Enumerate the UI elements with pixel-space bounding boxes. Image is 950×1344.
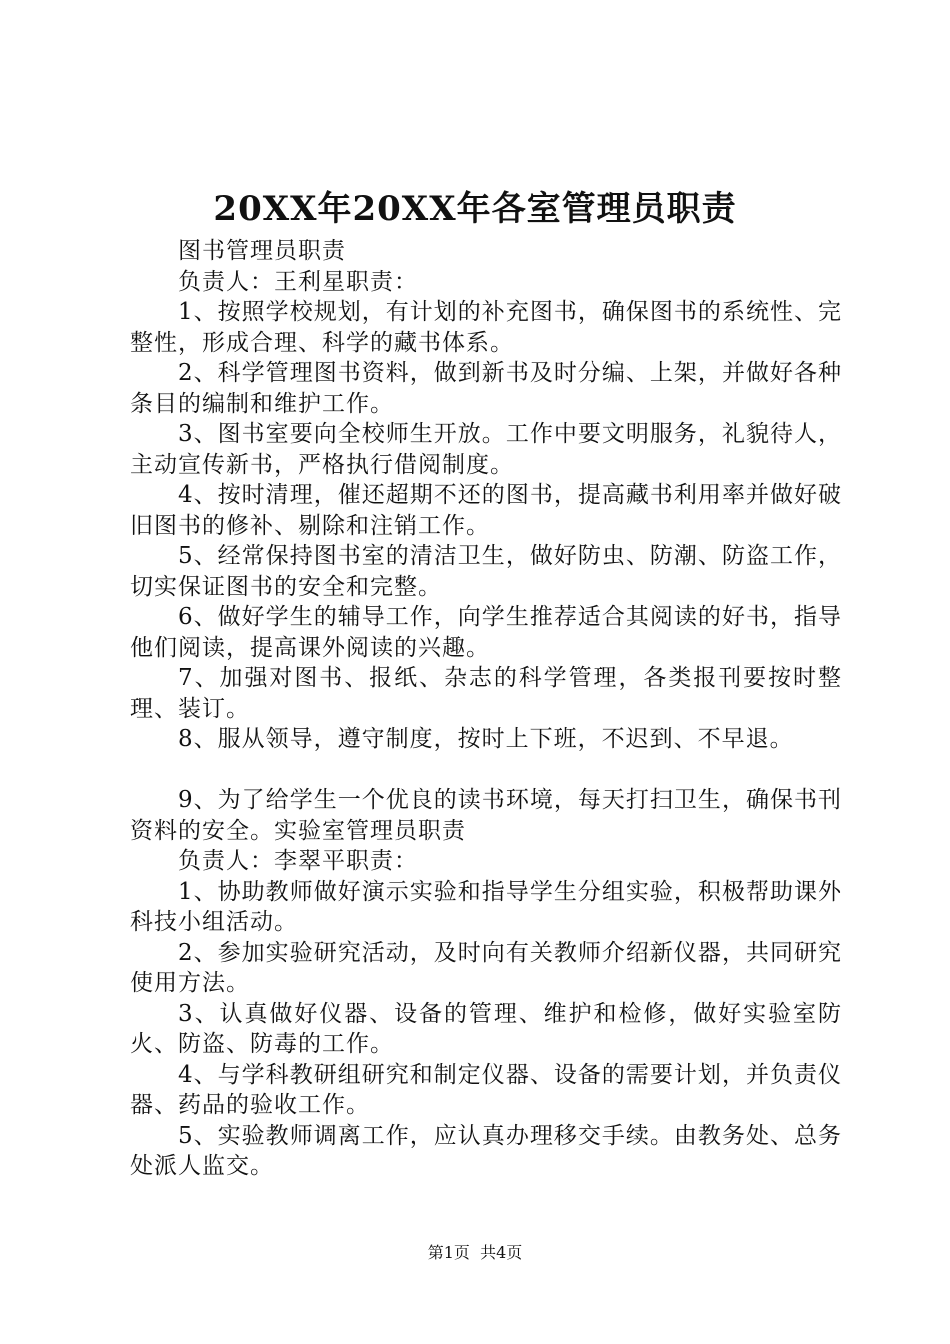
duty-item: 4、按时清理，催还超期不还的图书，提高藏书利用率并做好破旧图书的修补、剔除和注销工作。 bbox=[130, 482, 842, 539]
duty-item: 3、认真做好仪器、设备的管理、维护和检修，做好实验室防火、防盗、防毒的工作。 bbox=[130, 1000, 842, 1057]
duty-item: 2、参加实验研究活动，及时向有关教师介绍新仪器，共同研究使用方法。 bbox=[130, 939, 842, 996]
duty-item: 5、实验教师调离工作，应认真办理移交手续。由教务处、总务处派人监交。 bbox=[130, 1122, 842, 1179]
duty-item: 2、科学管理图书资料，做到新书及时分编、上架，并做好各种条目的编制和维护工作。 bbox=[130, 360, 842, 417]
duty-item: 1、协助教师做好演示实验和指导学生分组实验，积极帮助课外科技小组活动。 bbox=[130, 878, 842, 935]
document-title: 20XX年20XX年各室管理员职责 bbox=[213, 189, 737, 229]
responsible-person-library: 负责人：王利星职责： bbox=[178, 268, 418, 295]
duty-item: 7、加强对图书、报纸、杂志的科学管理，各类报刊要按时整理、装订。 bbox=[130, 665, 842, 722]
page-footer: 第1页 共4页 bbox=[427, 1243, 523, 1262]
duty-item: 4、与学科教研组研究和制定仪器、设备的需要计划，并负责仪器、药品的验收工作。 bbox=[130, 1061, 842, 1118]
document-body bbox=[130, 236, 842, 1182]
duty-item: 5、经常保持图书室的清洁卫生，做好防虫、防潮、防盗工作，切实保证图书的安全和完整。 bbox=[130, 543, 842, 600]
paragraph-spacer bbox=[130, 755, 842, 786]
duty-item: 3、图书室要向全校师生开放。工作中要文明服务，礼貌待人，主动宣传新书，严格执行借阅制度。 bbox=[130, 421, 842, 478]
duty-item: 8、服从领导，遵守制度，按时上下班，不迟到、不早退。 bbox=[178, 726, 794, 752]
duty-item: 9、为了给学生一个优良的读书环境，每天打扫卫生，确保书刊资料的安全。实验室管理员职责 bbox=[130, 787, 842, 844]
duty-item: 6、做好学生的辅导工作，向学生推荐适合其阅读的好书，指导他们阅读，提高课外阅读的兴趣。 bbox=[130, 604, 842, 661]
duty-item: 1、按照学校规划，有计划的补充图书，确保图书的系统性、完整性，形成合理、科学的藏书体系。 bbox=[130, 299, 842, 356]
section-heading-library: 图书管理员职责 bbox=[178, 238, 346, 264]
responsible-person-lab: 负责人：李翠平职责： bbox=[178, 848, 418, 874]
